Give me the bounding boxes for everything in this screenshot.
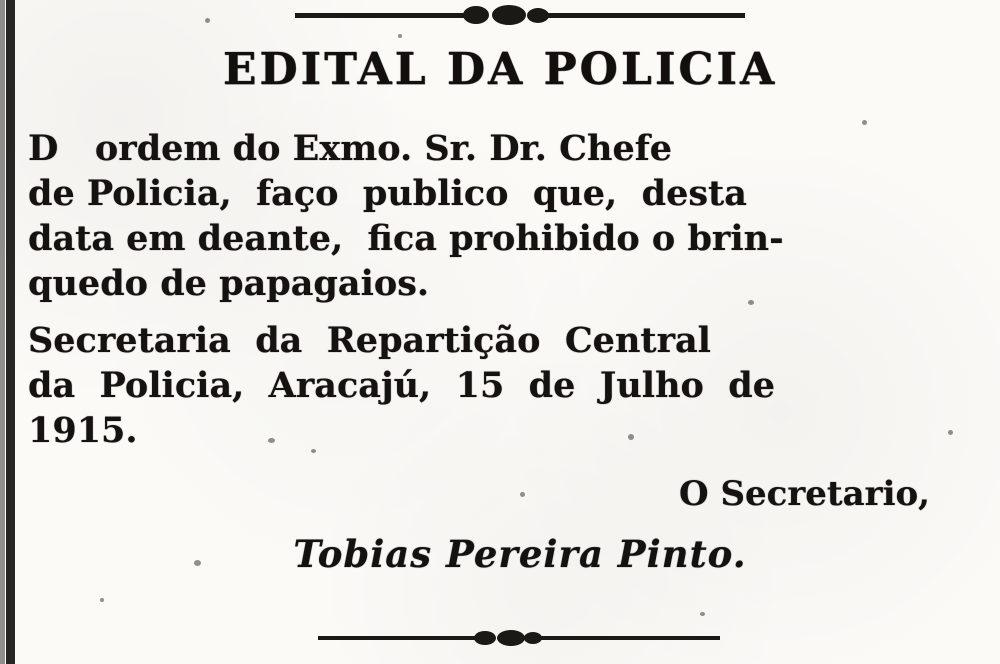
paragraph-2-line: da Policia, Aracajú, 15 de Julho de: [28, 365, 775, 406]
ornament-line-right: [545, 13, 745, 18]
notice-paragraph-2: [28, 318, 978, 453]
paragraph-1-line: data em deante, fica prohibido o brin-: [28, 218, 784, 259]
paragraph-1-line: quedo de papagaios.: [28, 263, 430, 304]
ornament-diamond-icon: [497, 630, 525, 646]
ornament-diamond-icon: [474, 631, 496, 645]
ornament-rule-bottom-icon: [0, 624, 1000, 650]
scan-speck: [862, 120, 867, 125]
signature-role: O Secretario,: [679, 474, 930, 514]
paragraph-1-line: de Policia, faço publico que, desta: [28, 173, 747, 214]
scan-speck: [948, 430, 953, 435]
paragraph-2-line: Secretaria da Repartição Central: [28, 320, 711, 361]
paragraph-2-line: 1915.: [28, 410, 138, 451]
paragraph-1-line: D ordem do Exmo. Sr. Dr. Chefe: [28, 128, 673, 169]
signature-name: Tobias Pereira Pinto.: [293, 532, 747, 576]
scan-speck: [205, 18, 210, 23]
scan-speck: [311, 449, 316, 453]
notice-paragraph-1: [28, 126, 978, 306]
scan-speck: [398, 34, 402, 38]
scan-speck: [194, 560, 201, 566]
scan-speck: [628, 434, 634, 440]
scan-speck: [100, 598, 104, 602]
scan-speck: [520, 492, 525, 497]
ornament-diamond-icon: [492, 5, 526, 25]
notice-headline: EDITAL DA POLICIA: [222, 44, 778, 95]
ornament-diamond-icon: [463, 6, 489, 24]
scan-speck: [700, 612, 705, 616]
scan-speck: [268, 438, 275, 443]
ornament-line-right: [540, 636, 720, 640]
ornament-line-left: [318, 636, 478, 640]
ornament-line-left: [295, 13, 470, 18]
ornament-rule-top-icon: [0, 2, 1000, 28]
scan-speck: [748, 300, 754, 305]
